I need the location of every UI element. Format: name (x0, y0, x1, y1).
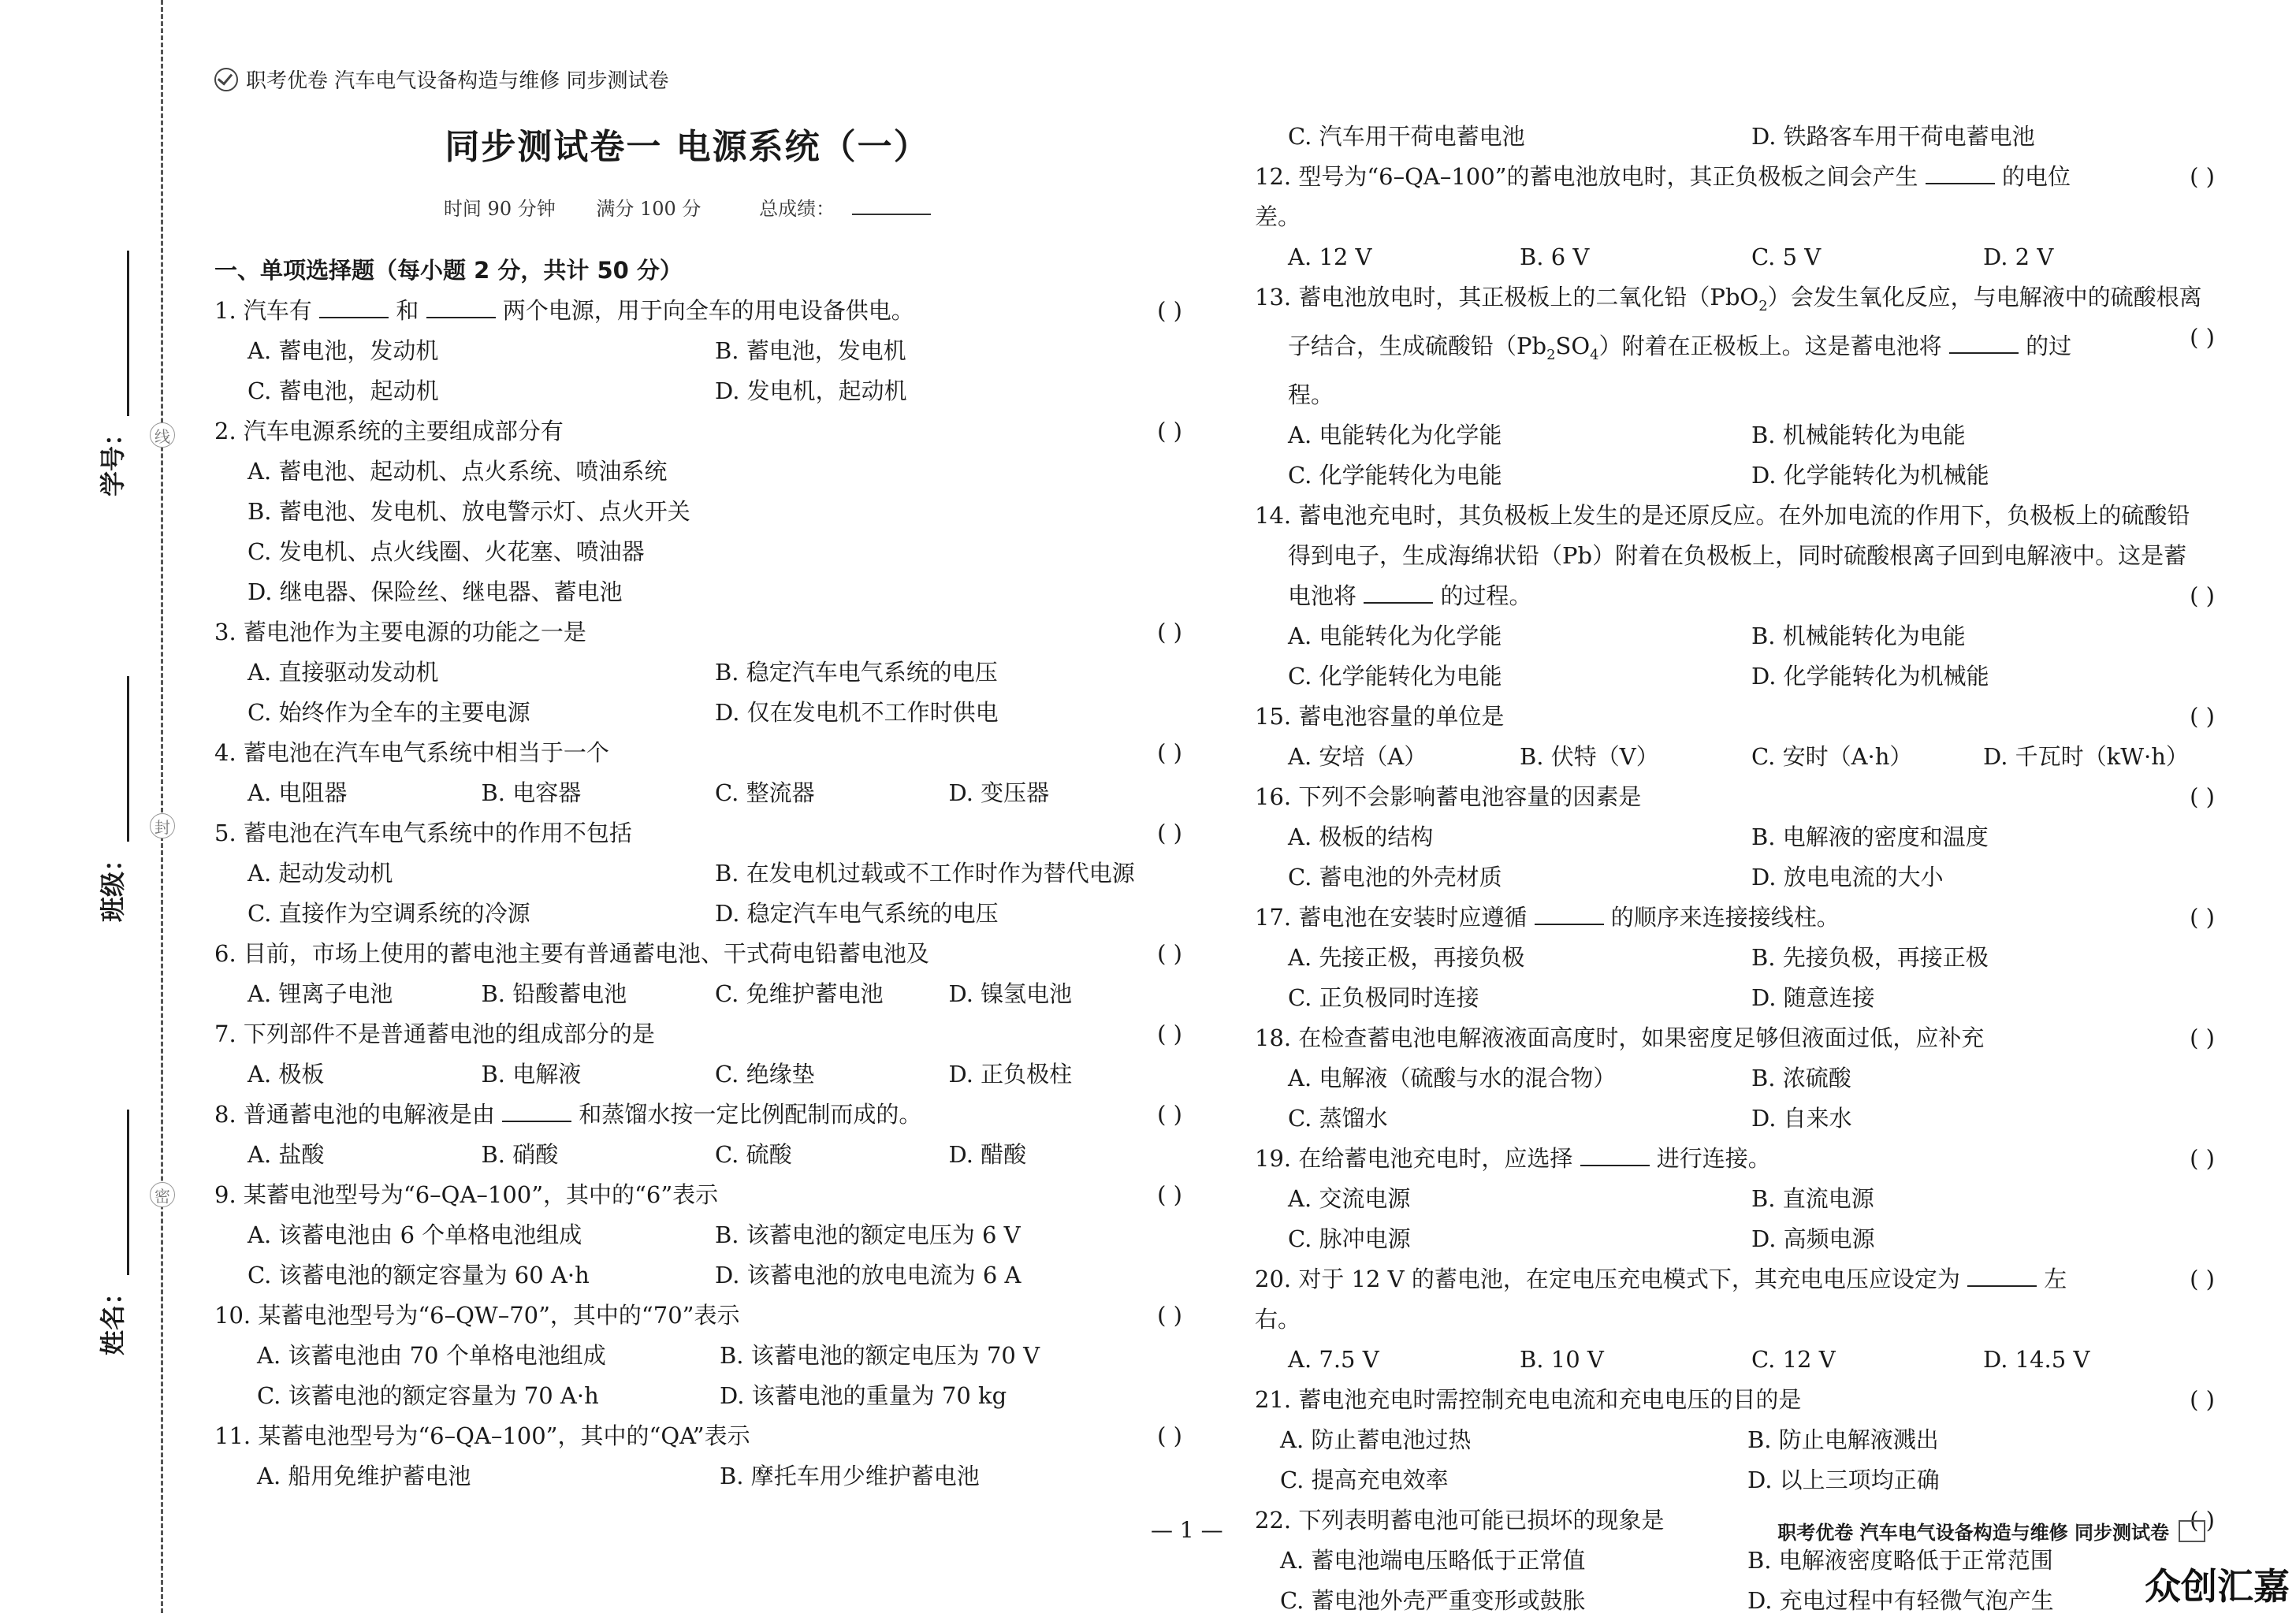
option[interactable]: D. 该蓄电池的放电电流为 6 A (715, 1262, 1021, 1288)
answer-paren[interactable]: ( ) (1157, 1302, 1182, 1329)
option[interactable]: A. 该蓄电池由 6 个单格电池组成 (247, 1221, 582, 1248)
option[interactable]: B. 防止电解液溅出 (1747, 1426, 1939, 1453)
answer-paren[interactable]: ( ) (2190, 903, 2215, 931)
answer-paren[interactable]: ( ) (2190, 1144, 2215, 1172)
answer-paren[interactable]: ( ) (1157, 1422, 1182, 1449)
question-1: 1. 汽车有 和 两个电源，用于向全车的用电设备供电。 ( ) A. 蓄电池，发动机 B. 蓄电池，发电机 C. 蓄电池，起动机 D. 发电机，起动机 (214, 291, 1182, 411)
option[interactable]: B. 蓄电池，发电机 (715, 337, 906, 364)
answer-paren[interactable]: ( ) (1157, 739, 1182, 766)
options (1255, 1420, 2215, 1500)
class-field[interactable] (93, 676, 129, 922)
option[interactable]: A. 安培（A） (1288, 742, 1427, 770)
options (214, 773, 1182, 813)
option[interactable]: C. 蓄电池的外壳材质 (1288, 863, 1502, 890)
binding-mark-close: 密 (150, 1182, 175, 1207)
option[interactable]: B. 摩托车用少维护蓄电池 (720, 1463, 980, 1489)
option[interactable]: B. 铅酸蓄电池 (481, 980, 627, 1007)
options (1255, 1340, 2215, 1380)
option[interactable]: C. 化学能转化为电能 (1288, 461, 1502, 489)
running-footer (1777, 1517, 2205, 1545)
option[interactable]: C. 正负极同时连接 (1288, 983, 1479, 1011)
option[interactable]: C. 绝缘垫 (715, 1061, 815, 1087)
option[interactable]: C. 免维护蓄电池 (715, 980, 884, 1007)
option[interactable]: B. 稳定汽车电气系统的电压 (715, 659, 998, 686)
question-10: 10. 某蓄电池型号为“6–QW–70”，其中的“70”表示 ( ) A. 该蓄电池由 70 个单格电池组成 B. 该蓄电池的额定电压为 70 V C. 该蓄电池的额定容量为 70 A·h D. 该蓄电池的重量为 70 kg (214, 1296, 1182, 1416)
option[interactable]: D. 高频电源 (1751, 1225, 1875, 1252)
question-12: 12. 型号为“6–QA–100”的蓄电池放电时，其正负极板之间会产生 的电位差。 ( ) A. 12 V B. 6 V C. 5 V D. 2 V (1255, 157, 2215, 277)
question-7: 7. 下列部件不是普通蓄电池的组成部分的是 ( ) A. 极板 B. 电解液 C. 绝缘垫 D. 正负极柱 (214, 1014, 1182, 1095)
option[interactable]: D. 2 V (1983, 244, 2054, 270)
answer-paren[interactable]: ( ) (1157, 418, 1182, 444)
question-3: 3. 蓄电池作为主要电源的功能之一是 ( ) A. 直接驱动发动机 B. 稳定汽车电气系统的电压 C. 始终作为全车的主要电源 D. 仅在发电机不工作时供电 (214, 612, 1182, 733)
exam-meta (214, 193, 1160, 221)
class-label: 班级： (98, 846, 128, 922)
question-6: 6. 目前，市场上使用的蓄电池主要有普通蓄电池、干式荷电铅蓄电池及 ( ) A. 锂离子电池 B. 铅酸蓄电池 C. 免维护蓄电池 D. 镍氢电池 (214, 934, 1182, 1014)
option[interactable]: A. 12 V (1288, 244, 1372, 270)
option[interactable]: D. 铁路客车用干荷电蓄电池 (1751, 123, 2035, 150)
name-field[interactable] (93, 1110, 129, 1355)
options (214, 652, 1182, 733)
running-footer-text: 职考优卷 汽车电气设备构造与维修 同步测试卷 (1777, 1522, 2169, 1544)
option[interactable]: B. 电解液密度略低于正常范围 (1747, 1546, 2053, 1574)
total-score-blank[interactable] (852, 214, 931, 215)
options (1255, 737, 2215, 777)
answer-paren[interactable]: ( ) (2190, 1506, 2215, 1534)
option[interactable]: B. 机械能转化为电能 (1751, 622, 1966, 649)
option[interactable]: C. 该蓄电池的额定容量为 70 A·h (257, 1382, 599, 1409)
question-2: 2. 汽车电源系统的主要组成部分有 ( ) A. 蓄电池、起动机、点火系统、喷油系统 B. 蓄电池、发电机、放电警示灯、点火开关 C. 发电机、点火线圈、火花塞、喷油器 D. 继电器、保险丝、继电器、蓄电池 (214, 411, 1182, 612)
option[interactable]: D. 自来水 (1751, 1104, 1852, 1132)
option[interactable]: A. 电解液（硫酸与水的混合物） (1288, 1064, 1617, 1091)
answer-paren[interactable]: ( ) (2190, 324, 2215, 351)
options (214, 452, 1182, 612)
student-id-label: 学号： (98, 420, 128, 496)
option[interactable]: D. 放电电流的大小 (1751, 863, 1944, 890)
option[interactable]: C. 12 V (1751, 1345, 1836, 1373)
option[interactable]: B. 直流电源 (1751, 1184, 1874, 1212)
answer-paren[interactable]: ( ) (1157, 297, 1182, 324)
option[interactable]: B. 该蓄电池的额定电压为 70 V (720, 1342, 1040, 1369)
answer-blank[interactable] (502, 1099, 571, 1122)
answer-paren[interactable]: ( ) (1157, 619, 1182, 645)
page-title: 同步测试卷一 电源系统（一） (445, 127, 930, 167)
option[interactable]: D. 稳定汽车电气系统的电压 (715, 900, 999, 927)
answer-paren[interactable]: ( ) (2190, 1024, 2215, 1051)
question-4: 4. 蓄电池在汽车电气系统中相当于一个 ( ) A. 电阻器 B. 电容器 C. 整流器 D. 变压器 (214, 733, 1182, 813)
option[interactable]: A. 直接驱动发动机 (247, 659, 439, 686)
option[interactable]: C. 蓄电池外壳严重变形或鼓胀 (1280, 1586, 1586, 1614)
option[interactable]: A. 极板的结构 (1288, 823, 1434, 850)
option[interactable]: D. 该蓄电池的重量为 70 kg (720, 1382, 1007, 1409)
option[interactable]: C. 整流器 (715, 779, 815, 806)
option[interactable]: C. 安时（A·h） (1751, 742, 1913, 770)
options (214, 1215, 1182, 1296)
option[interactable]: C. 提高充电效率 (1280, 1466, 1449, 1493)
option[interactable]: A. 交流电源 (1288, 1184, 1411, 1212)
option[interactable]: A. 盐酸 (247, 1141, 325, 1168)
options (1255, 415, 2215, 496)
options (1255, 616, 2215, 697)
option[interactable]: D. 化学能转化为机械能 (1751, 461, 1989, 489)
answer-paren[interactable]: ( ) (2190, 582, 2215, 609)
option[interactable]: A. 防止蓄电池过热 (1280, 1426, 1472, 1453)
answer-paren[interactable]: ( ) (2190, 163, 2215, 190)
binding-mark-seal: 封 (150, 813, 175, 838)
option[interactable]: D. 仅在发电机不工作时供电 (715, 699, 999, 726)
option[interactable]: A. 极板 (247, 1061, 325, 1087)
option[interactable]: D. 以上三项均正确 (1747, 1466, 1940, 1493)
answer-blank[interactable] (1967, 1263, 2037, 1287)
option[interactable]: C. 始终作为全车的主要电源 (247, 699, 530, 726)
option[interactable]: A. 船用免维护蓄电池 (257, 1463, 471, 1489)
option[interactable]: D. 继电器、保险丝、继电器、蓄电池 (247, 578, 623, 605)
question-19: 19. 在给蓄电池充电时，应选择 进行连接。 ( ) A. 交流电源 B. 直流电源 C. 脉冲电源 D. 高频电源 (1255, 1139, 2215, 1259)
options (214, 1054, 1182, 1095)
answer-paren[interactable]: ( ) (2190, 1385, 2215, 1413)
question-8: 8. 普通蓄电池的电解液是由 和蒸馏水按一定比例配制而成的。 ( ) A. 盐酸 B. 硝酸 C. 硫酸 D. 醋酸 (214, 1095, 1182, 1175)
option[interactable]: A. 先接正极，再接负极 (1288, 943, 1525, 971)
option[interactable]: B. 蓄电池、发电机、放电警示灯、点火开关 (247, 498, 690, 525)
options (214, 974, 1182, 1014)
name-label: 姓名： (98, 1279, 128, 1355)
answer-paren[interactable]: ( ) (2190, 702, 2215, 730)
option[interactable]: A. 电能转化为化学能 (1288, 421, 1502, 448)
option[interactable]: D. 醋酸 (948, 1141, 1027, 1168)
option[interactable]: A. 蓄电池端电压略低于正常值 (1280, 1546, 1586, 1574)
option[interactable]: A. 该蓄电池由 70 个单格电池组成 (257, 1342, 606, 1369)
running-header-text: 职考优卷 汽车电气设备构造与维修 同步测试卷 (246, 69, 669, 93)
option[interactable]: B. 电解液的密度和温度 (1751, 823, 1989, 850)
question-17: 17. 蓄电池在安装时应遵循 的顺序来连接接线柱。 ( ) A. 先接正极，再接负极 B. 先接负极，再接正极 C. 正负极同时连接 D. 随意连接 (1255, 898, 2215, 1018)
options (1255, 1541, 2215, 1621)
binding-mark-line: 线 (150, 422, 175, 448)
left-column (214, 251, 1182, 1496)
answer-blank[interactable] (319, 295, 389, 318)
option[interactable]: B. 该蓄电池的额定电压为 6 V (715, 1221, 1021, 1248)
answer-blank[interactable] (1926, 161, 1995, 184)
option[interactable]: A. 蓄电池、起动机、点火系统、喷油系统 (247, 458, 668, 485)
option[interactable]: D. 化学能转化为机械能 (1751, 662, 1989, 690)
options (214, 1336, 1182, 1416)
option[interactable]: C. 蓄电池，起动机 (247, 377, 439, 404)
answer-blank[interactable] (426, 295, 496, 318)
option[interactable]: C. 5 V (1751, 244, 1822, 270)
options (1255, 817, 2215, 898)
option[interactable]: D. 正负极柱 (948, 1061, 1073, 1087)
binding-line (161, 0, 163, 1613)
option[interactable]: D. 千瓦时（kW·h） (1983, 742, 2189, 770)
question-16: 16. 下列不会影响蓄电池容量的因素是 ( ) A. 极板的结构 B. 电解液的密度和温度 C. 蓄电池的外壳材质 D. 放电电流的大小 (1255, 777, 2215, 898)
option[interactable]: B. 机械能转化为电能 (1751, 421, 1966, 448)
option[interactable]: C. 发电机、点火线圈、火花塞、喷油器 (247, 538, 645, 565)
option[interactable]: B. 电容器 (481, 779, 582, 806)
option[interactable]: C. 该蓄电池的额定容量为 60 A·h (247, 1262, 590, 1288)
question-21: 21. 蓄电池充电时需控制充电电流和充电电压的目的是 ( ) A. 防止蓄电池过热 B. 防止电解液溅出 C. 提高充电效率 D. 以上三项均正确 (1255, 1380, 2215, 1500)
option[interactable]: A. 电阻器 (247, 779, 348, 806)
options (214, 1135, 1182, 1175)
question-11: 11. 某蓄电池型号为“6–QA–100”，其中的“QA”表示 ( ) A. 船用免维护蓄电池 B. 摩托车用少维护蓄电池 (214, 1416, 1182, 1496)
option[interactable]: C. 汽车用干荷电蓄电池 (1288, 123, 1525, 150)
question-9: 9. 某蓄电池型号为“6–QA–100”，其中的“6”表示 ( ) A. 该蓄电池由 6 个单格电池组成 B. 该蓄电池的额定电压为 6 V C. 该蓄电池的额定容量为 60 A·h D. 该蓄电池的放电电流为 6 A (214, 1175, 1182, 1296)
answer-blank[interactable] (1580, 1143, 1650, 1166)
option[interactable]: C. 化学能转化为电能 (1288, 662, 1502, 690)
question-22: 22. 下列表明蓄电池可能已损坏的现象是 ( ) A. 蓄电池端电压略低于正常值 B. 电解液密度略低于正常范围 C. 蓄电池外壳严重变形或鼓胀 D. 充电过程中有轻微气泡产生 (1255, 1500, 2215, 1621)
option[interactable]: C. 直接作为空调系统的冷源 (247, 900, 530, 927)
option[interactable]: A. 蓄电池，发动机 (247, 337, 439, 364)
student-id-field[interactable] (93, 251, 129, 496)
options (1255, 237, 2215, 277)
answer-paren[interactable]: ( ) (1157, 1021, 1182, 1047)
question-14: 14. 蓄电池充电时，其负极板上发生的是还原反应。在外加电流的作用下，负极板上的硫酸铅 得到电子，生成海绵状铅（Pb）附着在负极板上，同时硫酸根离子回到电解液中。这是蓄 电池将 的过程。 ( ) A. 电能转化为化学能 B. 机械能转化为电能 C. 化学能转化为电能 D. 化学能转化为机械能 (1255, 496, 2215, 697)
options (214, 331, 1182, 411)
options (214, 1456, 1182, 1496)
book-icon (2179, 1520, 2205, 1542)
answer-paren[interactable]: ( ) (2190, 1265, 2215, 1292)
option[interactable]: B. 伏特（V） (1520, 742, 1659, 770)
option[interactable]: D. 发电机，起动机 (715, 377, 907, 404)
options (1255, 1179, 2215, 1259)
section-heading: 一、单项选择题（每小题 2 分，共计 50 分） (214, 257, 683, 284)
options (214, 853, 1182, 934)
option[interactable]: B. 在发电机过载或不工作时作为替代电源 (715, 860, 1135, 887)
answer-paren[interactable]: ( ) (1157, 940, 1182, 967)
option[interactable]: D. 随意连接 (1751, 983, 1875, 1011)
option[interactable]: B. 先接负极，再接正极 (1751, 943, 1989, 971)
answer-paren[interactable]: ( ) (2190, 783, 2215, 810)
option[interactable]: D. 充电过程中有轻微气泡产生 (1747, 1586, 2054, 1614)
option[interactable]: A. 7.5 V (1288, 1345, 1379, 1373)
question-15: 15. 蓄电池容量的单位是 ( ) A. 安培（A） B. 伏特（V） C. 安时（A·h） D. 千瓦时（kW·h） (1255, 697, 2215, 777)
question-11-options-continued (1255, 117, 2215, 157)
option[interactable]: B. 10 V (1520, 1345, 1604, 1373)
option[interactable]: D. 变压器 (948, 779, 1050, 806)
full-score: 满分 100 分 (596, 198, 701, 220)
options (1255, 1058, 2215, 1139)
option[interactable]: C. 硫酸 (715, 1141, 792, 1168)
option[interactable]: B. 浓硫酸 (1751, 1064, 1851, 1091)
answer-paren[interactable]: ( ) (1157, 1181, 1182, 1208)
check-circle-icon (214, 68, 238, 91)
question-13: 13. 蓄电池放电时，其正极板上的二氧化铅（PbO$_2$）会发生氧化反应，与电解液中的硫酸根离 子结合，生成硫酸铅$(Pb_2SO_4)$附着在正极板上。这是蓄电池将 的过程。 ( ) A. 电能转化为化学能 B. 机械能转化为电能 C. 化学能转化为电能 D. 化学能转化为机械能 (1255, 277, 2215, 496)
answer-paren[interactable]: ( ) (1157, 1101, 1182, 1128)
answer-paren[interactable]: ( ) (1157, 820, 1182, 846)
option[interactable]: B. 电解液 (481, 1061, 582, 1087)
option[interactable]: A. 锂离子电池 (247, 980, 393, 1007)
option[interactable]: A. 电能转化为化学能 (1288, 622, 1502, 649)
time-limit: 时间 90 分钟 (443, 198, 556, 220)
option[interactable]: D. 14.5 V (1983, 1345, 2090, 1373)
option[interactable]: B. 6 V (1520, 244, 1590, 270)
option[interactable]: B. 硝酸 (481, 1141, 559, 1168)
option[interactable]: D. 镍氢电池 (948, 980, 1073, 1007)
option[interactable]: C. 蒸馏水 (1288, 1104, 1388, 1132)
answer-blank[interactable] (1949, 330, 2019, 354)
question-20: 20. 对于 12 V 的蓄电池，在定电压充电模式下，其充电电压应设定为 左右。 ( ) A. 7.5 V B. 10 V C. 12 V D. 14.5 V (1255, 1259, 2215, 1380)
option[interactable]: A. 起动发动机 (247, 860, 393, 887)
options (1255, 938, 2215, 1018)
answer-blank[interactable] (1364, 580, 1433, 604)
option[interactable]: C. 脉冲电源 (1288, 1225, 1411, 1252)
right-column (1255, 117, 2215, 1621)
page-number: — 1 — (1151, 1517, 1223, 1543)
question-18: 18. 在检查蓄电池电解液液面高度时，如果密度足够但液面过低，应补充 ( ) A. 电解液（硫酸与水的混合物） B. 浓硫酸 C. 蒸馏水 D. 自来水 (1255, 1018, 2215, 1139)
total-score-label: 总成绩： (759, 198, 835, 220)
watermark: 众创汇嘉 (2145, 1565, 2290, 1608)
question-5: 5. 蓄电池在汽车电气系统中的作用不包括 ( ) A. 起动发动机 B. 在发电机过载或不工作时作为替代电源 C. 直接作为空调系统的冷源 D. 稳定汽车电气系统的电压 (214, 813, 1182, 934)
answer-blank[interactable] (1535, 902, 1604, 925)
running-header (214, 65, 669, 94)
